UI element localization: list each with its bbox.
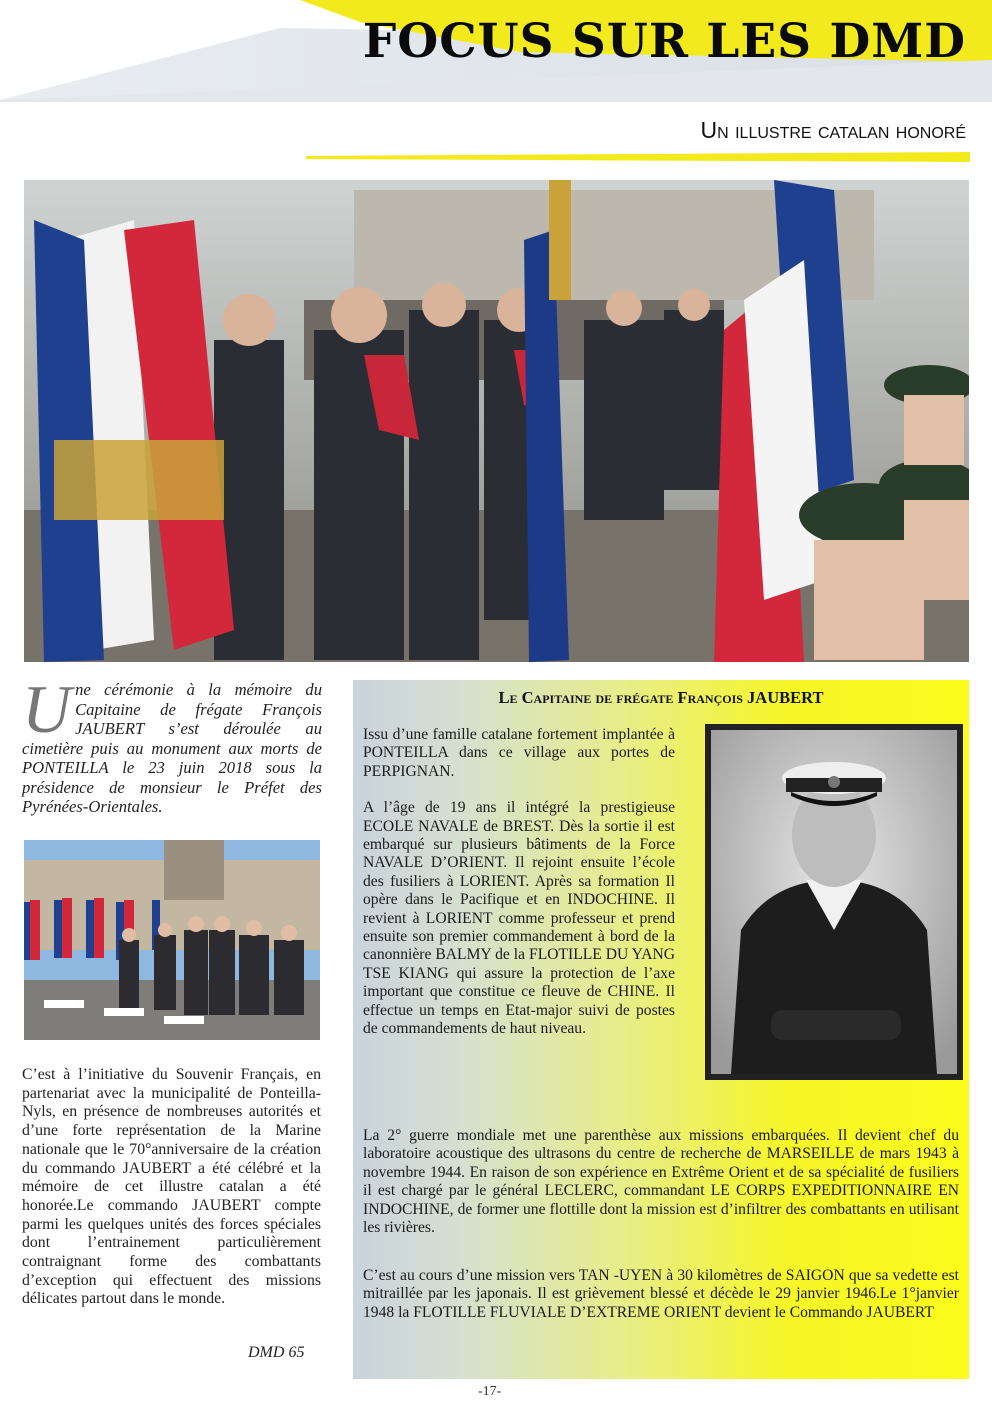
biography-paragraph-3: La 2° guerre mondiale met une parenthèse aux missions embarquées. Il devient chef du laboratoire acoustique des ultrasons du centre de recherche de MARSEILLE de mars 1943 à novembre 1944. En raison de son expérience en Extrême Orient et de sa spécialité de fusiliers il est chargé par le général LECLERC, commandant LE CORPS EXPEDITIONNAIRE EN INDOCHINE, de former une flottille dont la mission est d’infiltrer des combattants en utilisant les rivières. [363, 1127, 959, 1237]
biography-column-text [363, 726, 675, 1039]
jaubert-portrait [705, 724, 963, 1080]
intro-paragraph [22, 671, 322, 817]
biography-paragraph-1: Issu d’une famille catalane fortement implantée à PONTEILLA dans ce village aux portes de PERPIGNAN. [363, 726, 675, 780]
article-body-left: C’est à l’initiative du Souvenir Français, en partenariat avec la municipalité de Ponteilla-Nyls, en présence de nombreuses autorités et d’une forte représentation de la Marine nationale que le 70°anniversaire de la création du commando JAUBERT a été célébré et la mémoire de cet illustre catalan a été honorée.Le commando JAUBERT compte parmi les quelques unités des forces spéciales dont l’entrainement particulièrement contraignant forme des combattants d’exception qui effectuent des missions délicates partout dans le monde. [22, 1066, 321, 1308]
page-title: FOCUS SUR LES DMD [362, 14, 966, 69]
ceremony-photo [24, 180, 969, 662]
monument-photo [24, 840, 320, 1040]
page-number: -17- [478, 1384, 502, 1399]
intro-text: ne cérémonie à la mémoire du Capitaine de frégate François JAUBERT s’est déroulée au cimetière puis au monument aux morts de PONTEILLA le 23 juin 2018 sous la présidence de monsieur le Préfet des Pyrénées-Orientales. [22, 680, 322, 816]
section-subtitle: Un illustre catalan honoré [700, 117, 966, 143]
header-banner [0, 0, 992, 102]
author-signature: DMD 65 [248, 1344, 305, 1361]
subtitle-rule [306, 152, 970, 162]
biography-paragraph-2: A l’âge de 19 ans il intégré la prestigieuse ECOLE NAVALE de BREST. Dès la sortie il est embarqué sur plusieurs bâtiments de la Force NAVALE D’ORIENT. Il rejoint ensuite l’école des fusiliers à LORIENT. Après sa formation Il opère dans le Pacifique et en INDOCHINE. Il revient à LORIENT comme professeur et prend ensuite son premier commandement à bord de la canonnière BALMY de la FLOTILLE DU YANG TSE KIANG qui assure la protection de l’axe important que constitue ce fleuve de CHINE. Il effectue un temps en Etat-major suivi de postes de commandements de haut niveau. [363, 799, 675, 1038]
drop-cap: U [22, 671, 72, 747]
biography-paragraph-4: C’est au cours d’une mission vers TAN -UYEN à 30 kilomètres de SAIGON que sa vedette est mitraillée par les japonais. Il est grièvement blessé et décède le 29 janvier 1946.Le 1°janvier 1948 la FLOTILLE FLUVIALE D’EXTREME ORIENT devient le Commando JAUBERT [363, 1267, 959, 1321]
biography-title: Le Capitaine de frégate François JAUBERT [498, 688, 824, 707]
